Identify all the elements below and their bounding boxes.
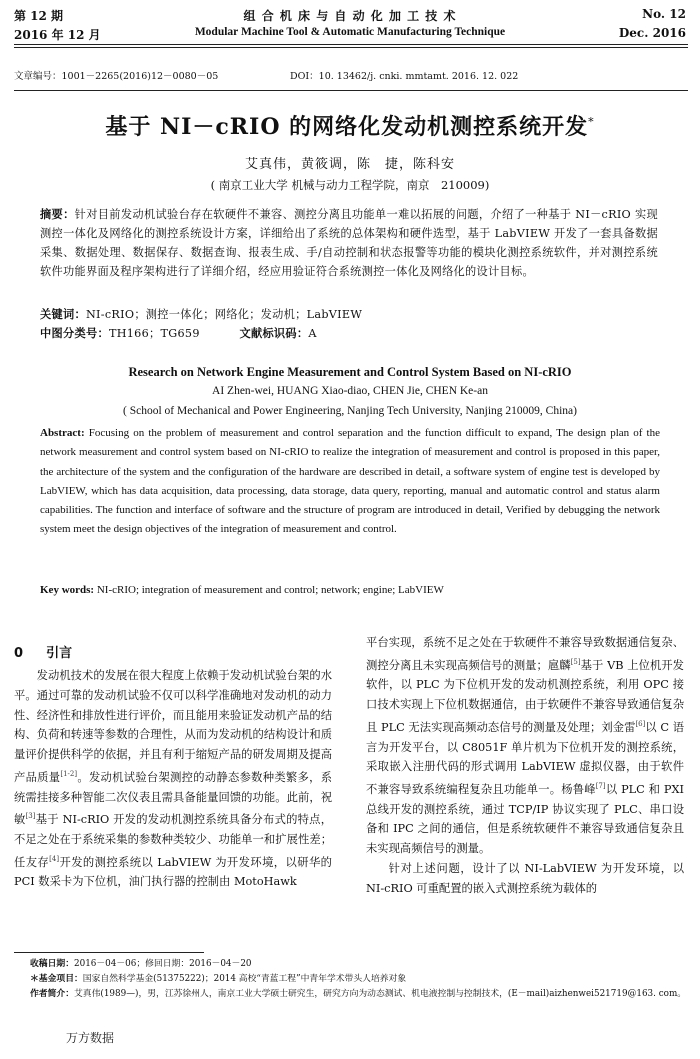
meta-rule xyxy=(14,90,688,91)
abstract-en: Abstract: Focusing on the problem of measurement and control separation and the function difficult to expand, The design plan of the network measurement and control system based on NI-cRIO to realize the integration of measurement and control is proposed in this paper, the architecture of the system and the configuration of the hardware are described in detail, a software system of engine test is developed by LabVIEW, which has data acquisition, data processing, data storage, data query, reporting, manual and automatic control and status alarm capabilities. The function and interface of software and the structure of program are introduced in detail, Verified by debugging the network system meet the design objectives of the integration of measurement and control. xyxy=(40,427,660,536)
section-heading xyxy=(14,642,72,661)
doc-code: A xyxy=(308,327,317,340)
affiliation-en: ( School of Mechanical and Power Engineering, Nanjing Tech University, Nanjing 210009, China) xyxy=(123,405,577,417)
header-rule-bottom xyxy=(14,47,688,48)
clc-label: 中图分类号： xyxy=(40,326,109,340)
fund-label: ＊基金项目： xyxy=(30,974,83,984)
body-left-column xyxy=(14,666,332,892)
abstract-label-cn: 摘要： xyxy=(40,207,75,221)
article-title-cn xyxy=(0,110,700,141)
authors-en: AI Zhen-wei, HUANG Xiao-diao, CHEN Jie, CHEN Ke-an xyxy=(212,385,488,397)
journal-date-cn: 2016 年 12 月 xyxy=(14,28,101,42)
abstract-label-en: Abstract xyxy=(40,427,81,439)
classification-line xyxy=(40,324,658,343)
paragraph: 发动机技术的发展在很大程度上依赖于发动机试验台架的水平。通过可靠的发动机试验不仅可以科学准确地对发动机的动力性、经济性和排放性进行评价，而且能用来验证发动机产品的结构、负荷和转速等参数的合理性，从而为发动机的结构设计和质量评价提供科学的依据，并且有利于缩短产品的研发周期及提高产品质量[1-2]。发动机试验台架测控的动静态参数种类繁多，系统需挂接多种智能二次仪表且需具备能量回馈的功能。此前，祝敏[3]基于 NI-cRIO 开发的发动机测控系统具备分布式的特点，不足之处在于系统采集的参数种类较少、功能单一和扩展性差；任友存[4]开发的测控系统以 LabVIEW 为开发环境，以研华的 PCI 数采卡为下位机，油门执行器的控制由 MotoHawk xyxy=(14,669,332,889)
author-label: 作者简介： xyxy=(30,989,74,999)
doc-code-label: 文献标识码： xyxy=(239,326,309,340)
article-number: 文章编号：1001－2265(2016)12－0080－05 xyxy=(14,71,219,82)
footnote-rule xyxy=(14,952,204,953)
journal-issue-en: No. 12 xyxy=(642,7,686,21)
citation-ref: [6] xyxy=(635,719,646,728)
keywords-cn xyxy=(40,305,658,324)
keywords-text-cn: NI-cRIO；测控一体化；网络化；发动机；LabVIEW xyxy=(85,308,363,321)
paragraph: 平台实现，系统不足之处在于软硬件不兼容导致数据通信复杂、测控分离且未实现高频信号的测量；扈麟[5]基于 VB 上位机开发软件，以 PLC 为下位机开发的发动机测控系统，利用 OPC 接口技术实现上下位机数据通信，由于软硬件不兼容导致通信复杂且 PLC 无法实现高频动态信号的测量及处理；刘金雷[6]以 C 语言为开发平台，以 C8051F 单片机为下位机开发的测控系统，采取嵌入注册代码的形式调用 LabVIEW 虚拟仪器，由于软件不兼容导致系统编程复杂且功能单一。杨鲁峰[7]以 PLC 和 PXI 总线开发的测控系统，通过 TCP/IP 协议实现了 PLC、串口设备和 IPC 之间的通信，但是系统软硬件不兼容导致通信复杂且未实现高频信号的测量。 xyxy=(366,636,684,856)
body-right-column xyxy=(366,633,684,899)
affiliation-cn: ( 南京工业大学 机械与动力工程学院，南京 210009) xyxy=(210,178,490,192)
abstract-text-en: Focusing on the problem of measurement and control separation and the function difficult to expand, The design plan of the network measurement and control system based on NI-cRIO to realize the integration of measurement and control is proposed in this paper, the architecture of the system and the configuration of the hardware are described in detail, a software system of engine test is developed by LabVIEW, which has data acquisition, data processing, data storage, data query, reporting, manual and automatic control and status alarm capabilities. The function and interface of software and the structure of program are introduced in detail, Verified by debugging the network system meet the design objectives of the integration of measurement and control. xyxy=(40,427,660,536)
abstract-text-cn: 针对目前发动机试验台存在软硬件不兼容、测控分离且功能单一难以拓展的问题，介绍了一种基于 NI－cRIO 实现测控一体化及网络化的测控系统设计方案，详细给出了系统的总体架构和硬件选型，基于 LabVIEW 开发了一套具备数据采集、数据处理、数据保存、数据查询、报表生成、手/自动控制和状态报警等功能的模块化测控系统软件，并对测控系统软件功能界面及程序架构进行了详细介绍，经应用验证符合系统测控一体化及网络化的设计目标。 xyxy=(40,208,658,278)
citation-ref: [1-2] xyxy=(60,769,78,778)
journal-date-en: Dec. 2016 xyxy=(618,26,686,40)
header-rule-top xyxy=(14,44,688,45)
journal-name-en: Modular Machine Tool & Automatic Manufacturing Technique xyxy=(194,26,506,38)
abstract-cn xyxy=(40,205,658,281)
keywords-label-en: Key words xyxy=(40,584,91,596)
section-title: 引言 xyxy=(46,646,73,661)
received-label: 收稿日期： xyxy=(30,959,74,969)
section-number: 0 xyxy=(14,646,24,661)
journal-issue-cn: 第 12 期 xyxy=(14,9,64,23)
authors-cn: 艾真伟，黄筱调，陈 捷，陈科安 xyxy=(244,157,455,172)
citation-ref: [5] xyxy=(570,657,581,666)
keywords-label-cn: 关键词： xyxy=(40,307,86,321)
footnote-author: 作者简介：艾真伟(1989—)，男，江苏徐州人，南京工业大学硕士研究生，研究方向为动态测试、机电液控制与控制技术，(E－mail)aizhenwei521719@163. com。 xyxy=(30,989,687,999)
clc-code: TH166；TG659 xyxy=(108,327,200,340)
footnote-fund: ＊基金项目：国家自然科学基金(51375222)；2014 高校“青蓝工程”中青年学术带头人培养对象 xyxy=(30,974,407,984)
article-doi: DOI：10. 13462/j. cnki. mmtamt. 2016. 12. 022 xyxy=(290,71,519,82)
citation-ref: [7] xyxy=(595,782,606,791)
keywords-text-en: NI-cRIO; integration of measurement and control; network; engine; LabVIEW xyxy=(96,584,444,596)
title-text: 基于 NI－cRIO 的网络化发动机测控系统开发 xyxy=(105,114,589,140)
keywords-en: Key words: NI-cRIO; integration of measurement and control; network; engine; LabVIEW xyxy=(40,584,444,596)
paragraph: 针对上述问题，设计了以 NI-LabVIEW 为开发环境，以 NI-cRIO 可重配置的嵌入式测控系统为载体的 xyxy=(366,862,684,895)
watermark-text: 万方数据 xyxy=(66,1031,115,1045)
citation-ref: [3] xyxy=(25,812,36,821)
article-title-en: Research on Network Engine Measurement and Control System Based on NI-cRIO xyxy=(128,365,572,379)
journal-name-cn: 组 合 机 床 与 自 动 化 加 工 技 术 xyxy=(243,9,457,23)
footnote-received: 收稿日期：2016－04－06；修回日期：2016－04－20 xyxy=(30,959,252,969)
citation-ref: [4] xyxy=(49,854,60,863)
title-footnote-mark: * xyxy=(588,115,595,129)
